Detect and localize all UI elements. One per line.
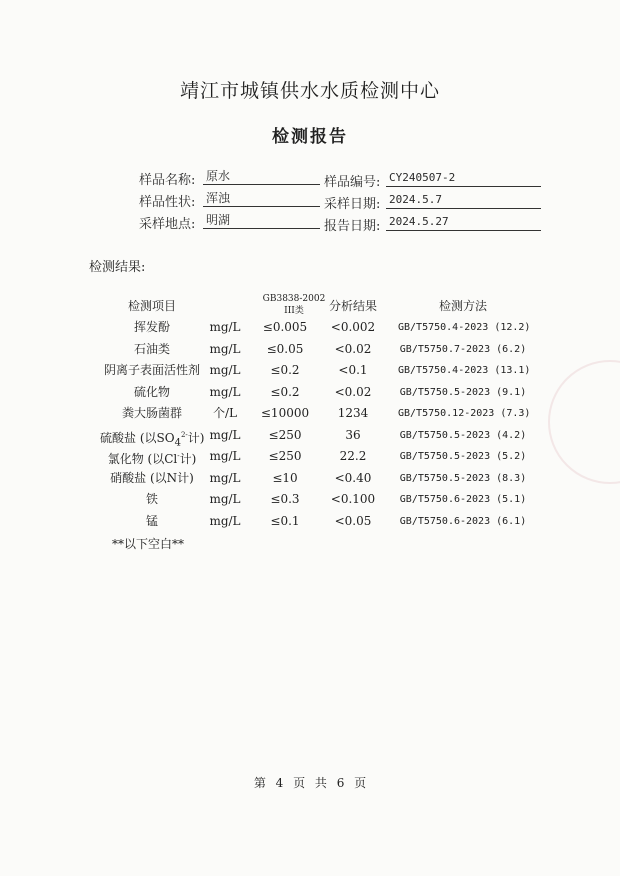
sampling-date-label: 采样日期:	[324, 197, 381, 212]
item-name: 石油类	[133, 342, 170, 356]
item-method: GB/T5750.5-2023 (5.2)	[399, 451, 527, 462]
organization-title: 靖江市城镇供水水质检测中心	[179, 80, 440, 102]
item-method: GB/T5750.7-2023 (6.2)	[399, 344, 527, 355]
item-limit: ≤0.1	[270, 514, 300, 528]
item-name: 粪大肠菌群	[121, 406, 182, 420]
item-name-subscript: 4	[174, 437, 181, 449]
item-name-superscript: -	[177, 452, 180, 460]
standard-line-1: GB3838-2002	[262, 294, 326, 304]
table-row	[0, 446, 620, 467]
item-limit: ≤10000	[260, 406, 310, 420]
item-result: <0.05	[334, 514, 372, 528]
column-header-result: 分析结果	[328, 299, 377, 313]
sample-id-value: CY240507-2	[386, 170, 541, 187]
item-name: 锰	[145, 514, 158, 528]
item-unit: mg/L	[209, 449, 241, 463]
item-limit: ≤0.05	[266, 342, 304, 356]
item-result: <0.002	[330, 320, 376, 334]
column-header-item: 检测项目	[127, 299, 176, 313]
table-row	[0, 339, 620, 360]
report-date-label: 报告日期:	[324, 219, 381, 234]
table-row	[0, 489, 620, 510]
sample-appearance-value: 浑浊	[203, 190, 320, 207]
item-result: 22.2	[339, 449, 367, 463]
item-limit: ≤0.005	[262, 320, 308, 334]
item-method: GB/T5750.5-2023 (9.1)	[399, 387, 527, 398]
item-result: <0.1	[338, 363, 368, 377]
item-name-suffix: 计)	[179, 452, 197, 466]
item-name: 铁	[145, 492, 158, 506]
item-limit: ≤250	[268, 449, 302, 463]
item-unit: 个/L	[212, 406, 237, 420]
item-name-prefix: 硫酸盐 (以SO	[100, 431, 175, 445]
item-limit: ≤0.2	[270, 363, 300, 377]
item-unit: mg/L	[209, 385, 241, 399]
column-header-method: 检测方法	[438, 299, 487, 313]
item-unit: mg/L	[209, 320, 241, 334]
item-limit: ≤10	[272, 471, 298, 485]
item-method: GB/T5750.5-2023 (8.3)	[399, 473, 527, 484]
table-row	[0, 403, 620, 424]
column-header-standard	[258, 293, 330, 317]
item-method: GB/T5750.5-2023 (4.2)	[399, 430, 527, 441]
table-row	[0, 425, 620, 449]
sample-name-value: 原水	[203, 168, 320, 185]
sample-appearance-label: 样品性状:	[139, 195, 196, 210]
sample-name-label: 样品名称:	[139, 173, 196, 188]
results-heading: 检测结果:	[89, 260, 146, 275]
item-result: <0.02	[334, 342, 372, 356]
item-unit: mg/L	[209, 492, 241, 506]
item-result: <0.100	[330, 492, 376, 506]
item-method: GB/T5750.6-2023 (5.1)	[399, 494, 527, 505]
item-name	[100, 446, 204, 470]
item-name-suffix: 计)	[187, 431, 205, 445]
report-title: 检测报告	[272, 127, 348, 147]
page-number: 第 4 页 共 6 页	[253, 776, 367, 790]
table-row	[0, 468, 620, 489]
sampling-date-value: 2024.5.7	[386, 192, 541, 209]
report-date-value: 2024.5.27	[386, 214, 541, 231]
item-unit: mg/L	[209, 363, 241, 377]
item-limit: ≤0.2	[270, 385, 300, 399]
standard-line-2: III类	[284, 306, 304, 316]
blank-below-note: **以下空白**	[112, 537, 185, 551]
item-method: GB/T5750.4-2023 (13.1)	[398, 365, 531, 376]
item-result: 36	[345, 428, 361, 442]
item-limit: ≤0.3	[270, 492, 300, 506]
item-unit: mg/L	[209, 342, 241, 356]
sample-id-label: 样品编号:	[324, 175, 381, 190]
table-row	[0, 511, 620, 532]
item-method: GB/T5750.12-2023 (7.3)	[398, 408, 531, 419]
table-row	[0, 382, 620, 403]
sampling-location-value: 明湖	[203, 212, 320, 229]
item-unit: mg/L	[209, 428, 241, 442]
item-name-superscript: 2-	[180, 431, 188, 439]
item-method: GB/T5750.6-2023 (6.1)	[399, 516, 527, 527]
item-limit: ≤250	[268, 428, 302, 442]
sampling-location-label: 采样地点:	[139, 217, 196, 232]
item-unit: mg/L	[209, 514, 241, 528]
item-result: <0.02	[334, 385, 372, 399]
item-unit: mg/L	[209, 471, 241, 485]
item-name: 硝酸盐 (以N计)	[110, 471, 194, 485]
item-name: 挥发酚	[133, 320, 170, 334]
item-result: 1234	[337, 406, 369, 420]
item-name: 硫化物	[133, 385, 170, 399]
table-row	[0, 317, 620, 338]
item-method: GB/T5750.4-2023 (12.2)	[398, 322, 531, 333]
item-result: <0.40	[334, 471, 372, 485]
item-name: 阴离子表面活性剂	[103, 363, 200, 377]
item-name-prefix: 氯化物 (以Cl	[107, 452, 178, 466]
table-row	[0, 360, 620, 381]
